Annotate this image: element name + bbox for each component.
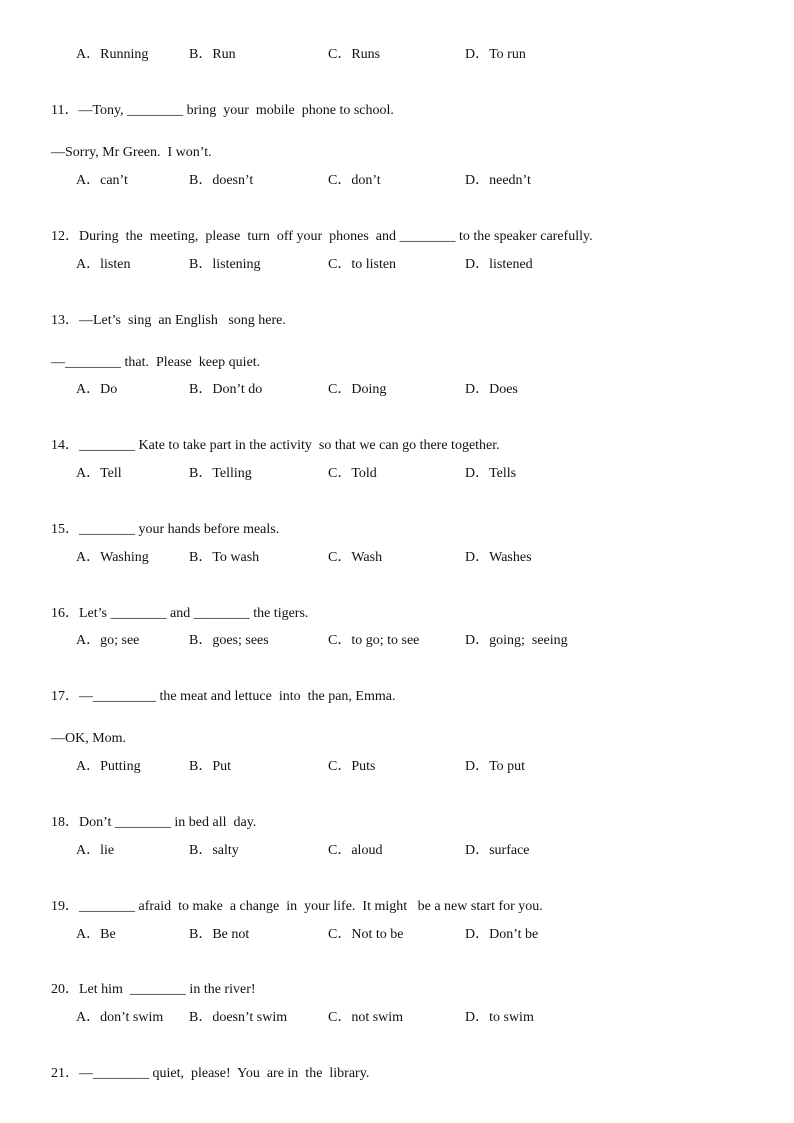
options-row-12 (0, 258, 794, 276)
option-c: C．Not to be (328, 927, 404, 942)
option-c: C．to listen (328, 257, 397, 272)
question-text: 20．Let him ________ in the river! (51, 982, 256, 997)
question-text: 18．Don’t ________ in bed all day. (51, 815, 257, 830)
option-d: D．Does (465, 382, 518, 397)
option-a: A．Running (76, 47, 149, 62)
question-text: 13．—Let’s sing an English song here. (51, 313, 286, 328)
option-c: C．Puts (328, 759, 376, 774)
option-c: C．not swim (328, 1010, 404, 1025)
question-17 (0, 676, 794, 704)
question-11 (0, 90, 794, 118)
option-c: C．aloud (328, 843, 383, 858)
option-d: D．Washes (465, 550, 532, 565)
option-c: C．Told (328, 466, 377, 481)
options-row-13 (0, 383, 794, 401)
question-text: 12．During the meeting, please turn off your phones and ________ to the speaker carefully. (51, 229, 593, 244)
option-a: A．Washing (76, 550, 149, 565)
options-row-16 (0, 634, 794, 652)
option-c: C．Wash (328, 550, 383, 565)
question-text: 19．________ afraid to make a change in your life. It might be a new start for you. (51, 899, 543, 914)
question-16 (0, 593, 794, 621)
question-12 (0, 216, 794, 244)
options-row-18 (0, 844, 794, 862)
option-d: D．Don’t be (465, 927, 539, 942)
question-21 (0, 1053, 794, 1081)
option-c: C．don’t (328, 173, 381, 188)
option-b: B．To wash (189, 550, 260, 565)
option-d: D．surface (465, 843, 530, 858)
reply-17 (0, 718, 794, 746)
options-row-17 (0, 760, 794, 778)
option-c: C．to go; to see (328, 633, 420, 648)
question-text: 17．—_________ the meat and lettuce into the pan, Emma. (51, 689, 396, 704)
option-b: B．doesn’t (189, 173, 254, 188)
option-d: D．To put (465, 759, 526, 774)
option-b: B．Don’t do (189, 382, 263, 397)
option-b: B．Put (189, 759, 232, 774)
question-text: 16．Let’s ________ and ________ the tigers. (51, 606, 309, 621)
option-a: A．lie (76, 843, 115, 858)
option-b: B．Telling (189, 466, 252, 481)
question-19 (0, 886, 794, 914)
option-a: A．listen (76, 257, 131, 272)
reply-text: —Sorry, Mr Green. I won’t. (51, 145, 212, 160)
question-14 (0, 425, 794, 453)
options-row-20 (0, 1011, 794, 1029)
option-d: D．listened (465, 257, 533, 272)
reply-13 (0, 342, 794, 370)
option-b: B．listening (189, 257, 261, 272)
option-a: A．can’t (76, 173, 128, 188)
question-text: 15．________ your hands before meals. (51, 522, 280, 537)
option-d: D．to swim (465, 1010, 534, 1025)
question-text: 14．________ Kate to take part in the activity so that we can go there together. (51, 438, 500, 453)
option-c: C．Runs (328, 47, 381, 62)
option-a: A．Putting (76, 759, 141, 774)
options-row-11 (0, 174, 794, 192)
reply-text: —OK, Mom. (51, 731, 127, 746)
option-b: B．salty (189, 843, 239, 858)
question-15 (0, 509, 794, 537)
options-row-10 (0, 48, 794, 66)
option-a: A．go; see (76, 633, 140, 648)
question-text: 21．—________ quiet, please! You are in the library. (51, 1066, 370, 1081)
option-a: A．Do (76, 382, 118, 397)
reply-text: —________ that. Please keep quiet. (51, 355, 261, 370)
options-row-14 (0, 467, 794, 485)
option-b: B．doesn’t swim (189, 1010, 288, 1025)
question-20 (0, 969, 794, 997)
question-13 (0, 300, 794, 328)
option-d: D．needn’t (465, 173, 531, 188)
question-text: 11．—Tony, ________ bring your mobile phone to school. (51, 103, 394, 118)
options-row-15 (0, 551, 794, 569)
reply-11 (0, 132, 794, 160)
option-a: A．don’t swim (76, 1010, 164, 1025)
option-c: C．Doing (328, 382, 387, 397)
option-a: A．Be (76, 927, 116, 942)
options-row-19 (0, 928, 794, 946)
question-18 (0, 802, 794, 830)
option-b: B．goes; sees (189, 633, 269, 648)
option-d: D．Tells (465, 466, 517, 481)
option-a: A．Tell (76, 466, 122, 481)
option-d: D．going; seeing (465, 633, 568, 648)
option-b: B．Be not (189, 927, 250, 942)
option-b: B．Run (189, 47, 236, 62)
option-d: D．To run (465, 47, 526, 62)
